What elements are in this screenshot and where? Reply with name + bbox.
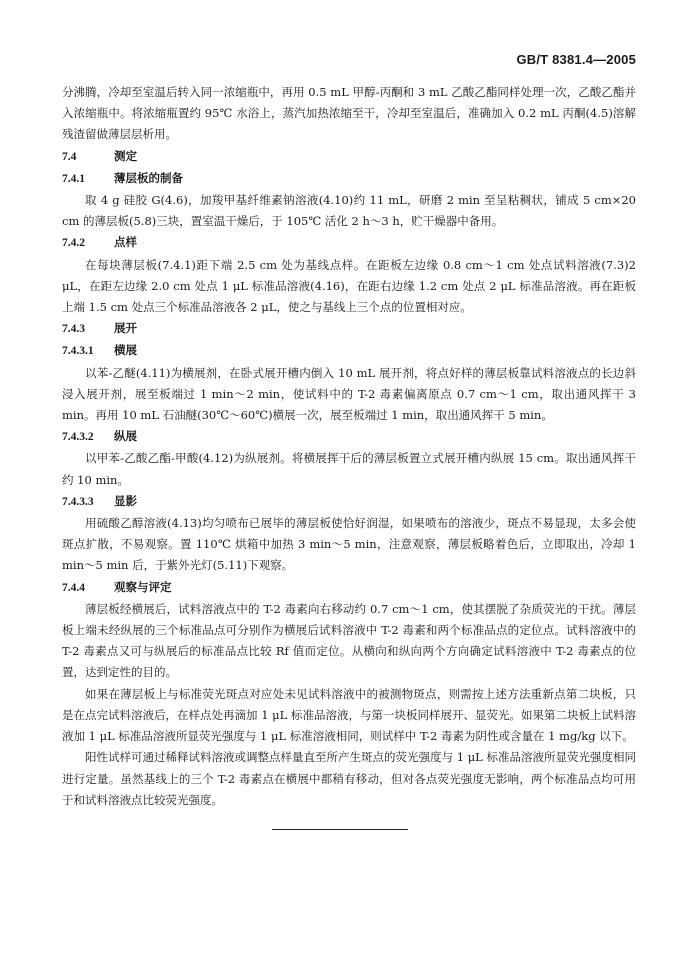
heading-title: 观察与评定 [114,579,172,594]
heading-number: 7.4.3 [62,323,85,336]
paragraph-7-4-3-2: 以甲苯-乙酸乙酯-甲酸(4.12)为纵展剂。将横展挥干后的薄层板置立式展开槽内纵展 15 cm。取出通风挥干约 10 min。 [62,451,636,487]
heading-7-4-3 [62,318,636,340]
heading-7-4-3-2 [62,426,636,448]
heading-7-4-2 [62,232,636,254]
heading-number: 7.4 [62,150,77,163]
heading-title: 显影 [114,493,137,508]
heading-number: 7.4.3.3 [62,495,94,508]
paragraph-7-4-3-3: 用硫酸乙醇溶液(4.13)均匀喷布已展毕的薄层板使恰好润湿，如果喷布的溶液少，斑点不易显现，太多会使斑点扩散，不易观察。置 110℃ 烘箱中加热 3 min～5 min，注意观察，薄层板略着色后，立即取出，冷却 1 min～5 min 后，于紫外光灯(5.11)下观察。 [62,516,636,573]
paragraph-7-4-4-c: 阳性试样可通过稀释试料溶液或调整点样量直至所产生斑点的荧光强度与 1 μL 标准品溶液所显荧光强度相同进行定量。虽然基线上的三个 T-2 毒素点在横展中都稍有移动，但对各点荧光强度无影响，两个标准品点均可用于和试料溶液点比较荧光强度。 [62,750,636,807]
heading-number: 7.4.1 [62,172,85,185]
heading-number: 7.4.3.2 [62,431,94,444]
heading-title: 展开 [114,321,137,336]
heading-7-4 [62,146,636,168]
paragraph-7-4-2: 在每块薄层板(7.4.1)距下端 2.5 cm 处为基线点样。在距板左边缘 0.8 cm～1 cm 处点试料溶液(7.3)2 μL，在距左边缘 2.0 cm 处点 1 μL 标准品溶液(4.16)，在距右边缘 1.2 cm 处点 2 μL 标准品溶液。再在距板上端 1.5 cm 处点三个标准品溶液各 2 μL，使之与基线上三个点的位置相对应。 [62,257,636,315]
paragraph-7-4-1: 取 4 g 硅胶 G(4.6)，加羧甲基纤维素钠溶液(4.10)约 11 mL，研磨 2 min 至呈粘稠状，铺成 5 cm×20 cm 的薄层板(5.8)三块，置室温干燥后，于 105℃ 活化 2 h～3 h，贮干燥器中备用。 [62,193,636,229]
heading-title: 横展 [114,343,137,358]
heading-number: 7.4.3.1 [62,345,94,358]
heading-7-4-4 [62,577,636,599]
standard-code: GB/T 8381.4—2005 [516,52,636,67]
paragraph-7-4-4-b: 如果在薄层板上与标准荧光斑点对应处未见试料溶液中的被测物斑点，则需按上述方法重新点第二块板，只是在点完试料溶液后，在样点处再滴加 1 μL 标准品溶液，与第一块板同样展开、显荧光。如果第二块板上试料溶液加 1 μL 标准品溶液所显荧光强度与 1 μL 标准溶液相同，则试样中 T-2 毒素为阴性或含量在 1 mg/kg 以下。 [62,686,636,744]
paragraph-7-4-3-1: 以苯-乙醚(4.11)为横展剂，在卧式展开槽内倒入 10 mL 展开剂，将点好样的薄层板靠试料溶液点的长边斜浸入展开剂，展至板端过 1 min～2 min，使试料中的 T-2 毒素偏离原点 0.7 cm～1 cm，取出通风挥干 3 min。再用 10 mL 石油醚(30℃～60℃)横展一次，展至板端过 1 min，取出通风挥干 5 min。 [62,365,636,423]
heading-7-4-3-1 [62,340,636,362]
heading-title: 点样 [114,235,137,250]
paragraph-intro: 分沸腾，冷却至室温后转入同一浓缩瓶中，再用 0.5 mL 甲醇-丙酮和 3 mL 乙酸乙酯同样处理一次，乙酸乙酯并入浓缩瓶中。将浓缩瓶置约 95℃ 水浴上，蒸汽加热浓缩至干，冷却至室温后，准确加入 0.2 mL 丙酮(4.5)溶解残渣留做薄层层析用。 [62,85,636,142]
heading-title: 测定 [114,148,137,163]
heading-title: 薄层板的制备 [114,170,183,185]
heading-number: 7.4.4 [62,581,85,594]
end-of-document-rule [272,829,408,830]
paragraph-7-4-4-a: 薄层板经横展后，试料溶液点中的 T-2 毒素向右移动约 0.7 cm～1 cm，使其摆脱了杂质荧光的干扰。薄层板上端未经纵展的三个标准品点可分别作为横展后试料溶液中 T-2 毒素和两个标准品点的定位点。试料溶液中的 T-2 毒素点又可与纵展后的标准品点比较 Rf 值而定位。从横向和纵向两个方向确定试料溶液中 T-2 毒素点的位置，达到定性的目的。 [62,601,636,680]
heading-title: 纵展 [114,429,137,444]
document-body [62,82,636,811]
heading-7-4-1 [62,168,636,190]
heading-number: 7.4.2 [62,237,85,250]
heading-7-4-3-3 [62,491,636,513]
